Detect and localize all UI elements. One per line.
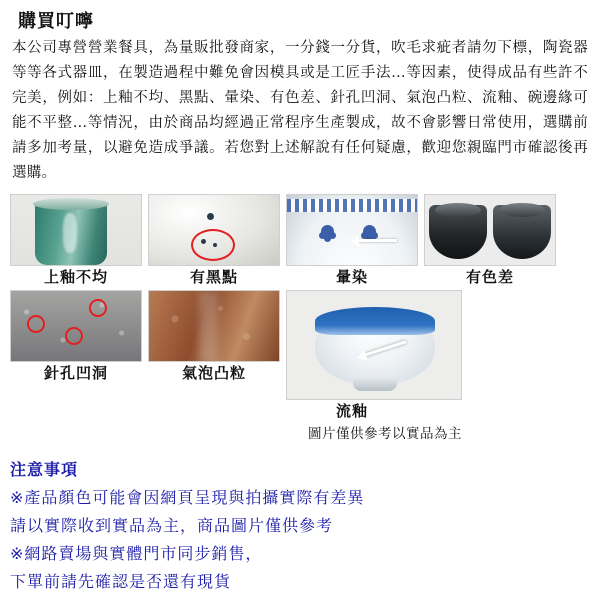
- notice-line: 請以實際收到實品為主，商品圖片僅供參考: [10, 516, 334, 535]
- gallery-item-blurring: [286, 194, 418, 286]
- page-title: 購買叮嚀: [18, 11, 94, 32]
- gallery-caption: 氣泡凸粒: [181, 364, 246, 382]
- gallery-item-running-glaze: [286, 290, 462, 442]
- dark-bowls-pair-photo: [424, 194, 556, 266]
- black-dot-ceramic-photo: [148, 194, 280, 266]
- highlight-circle-icon: [89, 299, 107, 317]
- notice-heading: 注意事項: [10, 460, 79, 479]
- gallery-caption: 流釉: [336, 402, 369, 420]
- notice-line: 下單前請先確認是否還有現貨: [10, 572, 232, 591]
- notice-section: [10, 456, 590, 596]
- intro-paragraph: 本公司專營營業餐具，為量販批發商家，一分錢一分貨，吹毛求疵者請勿下標，陶瓷器等等各式器皿，在製造過程中難免會因模具或是工匠手法…等因素，使得成品有些許不完美，例如：上釉不均、黑點、暈染、有色差、針孔凹洞、氣泡凸粒、流釉、碗邊緣可能不平整…等情況，由於商品均經過正常程序生產製成，故不會影響日常使用，選購前請多加考量，以避免造成爭議。若您對上述解說有任何疑慮，歡迎您親臨門市確認後再選購。: [12, 40, 588, 181]
- arrow-pointer-icon: [357, 239, 397, 242]
- gallery-item-black-dot: [148, 194, 280, 286]
- gallery-caption: 暈染: [335, 268, 368, 286]
- gallery-item-bubbles: [148, 290, 280, 442]
- gallery-caption: 有黑點: [189, 268, 238, 286]
- gallery-row-2: [10, 290, 590, 442]
- gallery-caption: 針孔凹洞: [43, 364, 108, 382]
- highlight-circle-icon: [27, 315, 45, 333]
- gallery-caption: 上釉不均: [43, 268, 108, 286]
- notice-line: ※網路賣場與實體門市同步銷售，: [10, 544, 263, 563]
- pinhole-texture-photo: [10, 290, 142, 362]
- gallery-item-color-difference: [424, 194, 556, 286]
- bubble-texture-photo: [148, 290, 280, 362]
- gallery-item-uneven-glaze: [10, 194, 142, 286]
- highlight-circle-icon: [65, 327, 83, 345]
- blue-pattern-bowl-photo: [286, 194, 418, 266]
- gallery-item-pinhole: [10, 290, 142, 442]
- gallery-caption: 有色差: [465, 268, 514, 286]
- blue-white-bowl-photo: [286, 290, 462, 400]
- intro-section: [12, 36, 588, 186]
- gallery-row-1: [10, 194, 590, 286]
- gallery-disclaimer: 圖片僅供參考以實品為主: [308, 426, 462, 442]
- notice-line: ※產品顏色可能會因網頁呈現與拍攝實際有差異: [10, 488, 365, 507]
- highlight-circle-icon: [191, 229, 235, 261]
- defect-gallery: [10, 194, 590, 442]
- green-glaze-cup-photo: [10, 194, 142, 266]
